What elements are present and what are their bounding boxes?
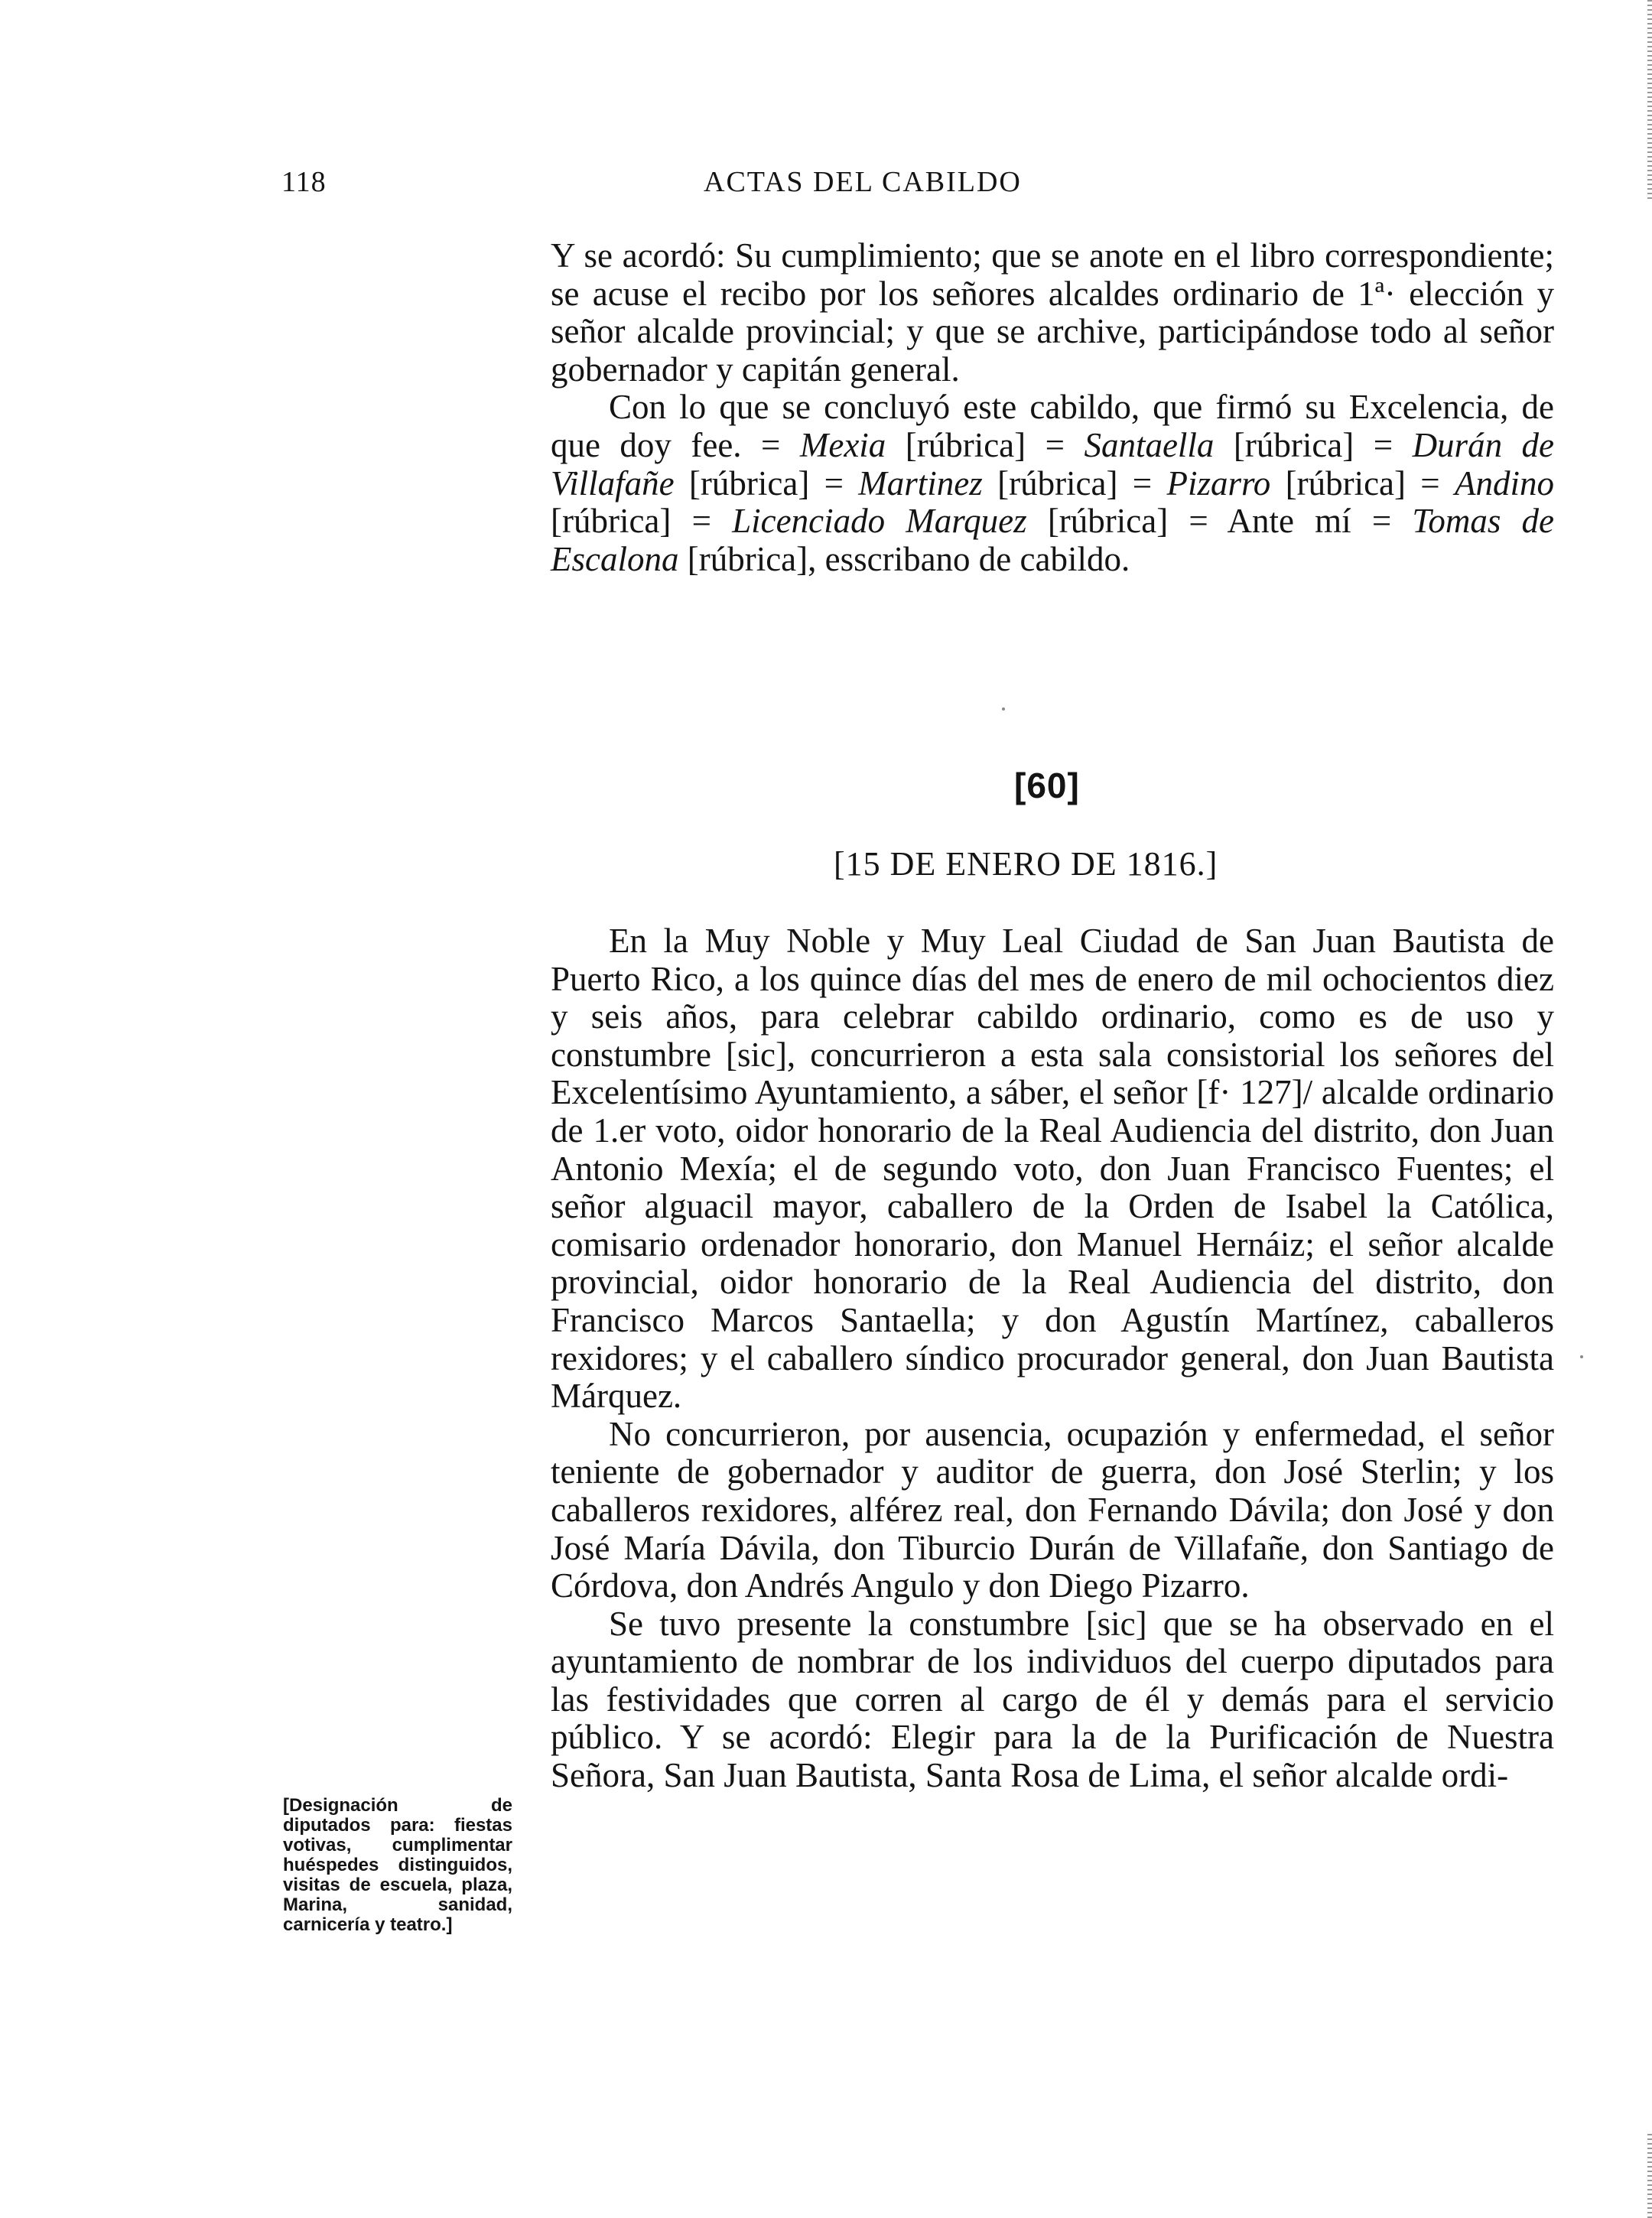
- scan-edge-top: [1647, 0, 1652, 199]
- signature: Martinez: [858, 463, 983, 502]
- closing-intro: Con lo que se concluyó este cabildo, que firmó su Excelencia, de que doy fee. =: [551, 388, 1554, 464]
- signature: Tomas de Escalona: [551, 502, 1554, 578]
- rubric-mark: [rúbrica] =: [551, 502, 733, 541]
- rubric-mark: [rúbrica] = Ante mí =: [1026, 502, 1413, 541]
- resolution-paragraph: Y se acordó: Su cumplimiento; que se anote en el libro correspondiente; se acuse el recibo por los señores alcaldes ordinario de 1ª· elección y señor alcalde provincial; y que se archive, participándose todo al señor gobernador y capitán general.: [551, 236, 1554, 389]
- rubric-mark: [rúbrica] =: [1270, 463, 1455, 502]
- margin-note: [Designación de diputados para: fiestas votivas, cumplimentar huéspedes distinguidos, visitas de escuela, plaza, Marina, sanidad, carnicería y teatro.]: [283, 1795, 512, 1935]
- closing-paragraph: [551, 389, 1554, 578]
- rubric-mark: [rúbrica] =: [674, 463, 859, 502]
- signature: Licenciado Marquez: [732, 502, 1027, 541]
- document-number: [60]: [1014, 766, 1080, 805]
- act-body: [551, 922, 1554, 1795]
- scan-speck: [1002, 707, 1005, 711]
- closing-outro: [rúbrica], esscribano de cabildo.: [678, 539, 1130, 578]
- signature: Santaella: [1084, 425, 1215, 464]
- signature: Mexia: [799, 425, 886, 464]
- signature: Pizarro: [1166, 463, 1271, 502]
- absence-paragraph: No concurrieron, por ausencia, ocupazión y enfermedad, el señor teniente de gobernador y auditor de guerra, don José Sterlin; y los caballeros rexidores, alférez real, don Fernando Dávila; don José y don José María Dávila, don Tiburcio Durán de Villafañe, don Santiago de Córdova, don Andrés Angulo y don Diego Pizarro.: [551, 1414, 1554, 1605]
- attendance-paragraph: En la Muy Noble y Muy Leal Ciudad de San Juan Bautista de Puerto Rico, a los quince días del mes de enero de mil ochocientos diez y seis años, para celebrar cabildo ordinario, como es de uso y constumbre [sic], concurrieron a esta sala consistorial los señores del Excelentísimo Ayuntamiento, a sáber, el señor [f· 127]/ alcalde ordinario de 1.er voto, oidor honorario de la Real Audiencia del distrito, don Juan Antonio Mexía; el de segundo voto, don Juan Francisco Fuentes; el señor alguacil mayor, caballero de la Orden de Isabel la Católica, comisario ordenador honorario, don Manuel Hernáiz; el señor alcalde provincial, oidor honorario de la Real Audiencia del distrito, don Francisco Marcos Santaella; y don Agustín Martínez, caballeros rexidores; y el caballero síndico procurador general, don Juan Bautista Márquez.: [551, 922, 1554, 1416]
- rubric-mark: [rúbrica] =: [1214, 425, 1413, 464]
- document-date: [15 DE ENERO DE 1816.]: [834, 845, 1218, 883]
- signature: Durán de Villafañe: [551, 425, 1554, 502]
- signature: Andino: [1454, 463, 1554, 502]
- rubric-mark: [rúbrica] =: [982, 463, 1167, 502]
- scan-edge-bottom: [1647, 2134, 1652, 2218]
- previous-act-conclusion: [551, 237, 1554, 578]
- running-title: ACTAS DEL CABILDO: [704, 166, 1022, 198]
- rubric-mark: [rúbrica] =: [886, 425, 1085, 464]
- deputies-paragraph: Se tuvo presente la constumbre [sic] que se ha observado en el ayuntamiento de nombrar de los individuos del cuerpo diputados para las festividades que corren al cargo de él y demás para el servicio público. Y se acordó: Elegir para la de la Purificación de Nuestra Señora, San Juan Bautista, Santa Rosa de Lima, el señor alcalde ordi-: [551, 1604, 1554, 1795]
- scan-speck: [1580, 1355, 1583, 1358]
- page-number: 118: [281, 166, 327, 198]
